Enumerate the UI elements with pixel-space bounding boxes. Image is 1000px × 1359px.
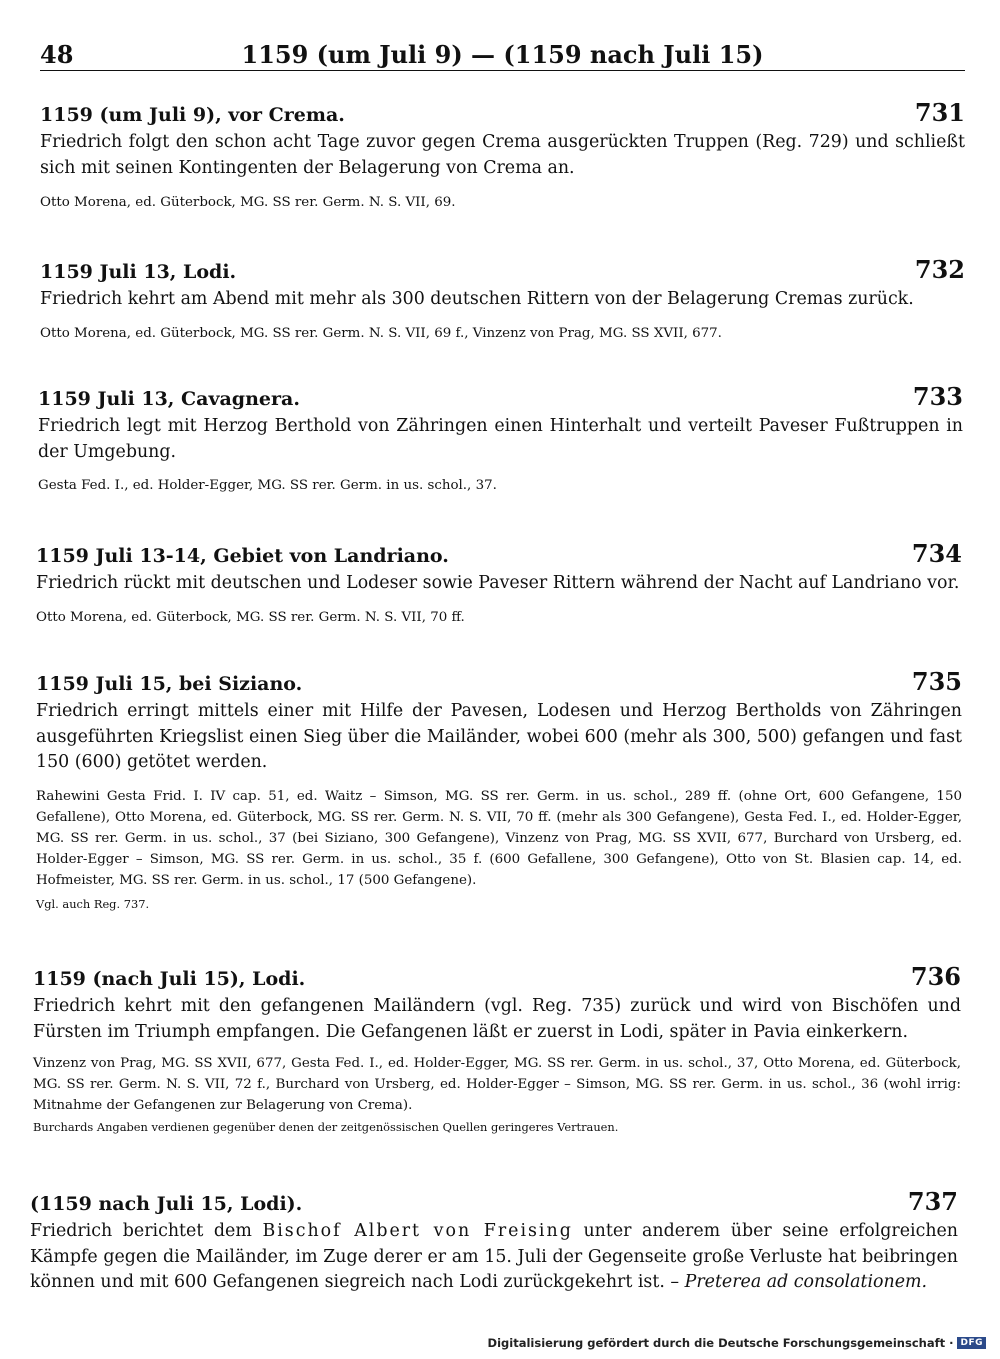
- regest-entry-735: [36, 667, 962, 913]
- entry-text-part: unter anderem über seine erfolgreichen Kämpfe gegen die Mailänder, im Zuge derer er am 15. Juli der Gegenseite große Verluste hat beibringen können und mit 600 Gefangenen siegreich nach Lodi zurückgekehrt ist. –: [30, 1221, 959, 1292]
- entry-number: 733: [912, 382, 963, 411]
- entry-note: Vgl. auch Reg. 737.: [36, 896, 150, 911]
- regest-entry-731: [40, 98, 965, 213]
- entry-number: 731: [914, 98, 965, 127]
- page-footer: [488, 1336, 986, 1350]
- page-header: [40, 40, 965, 71]
- entry-text: Friedrich folgt den schon acht Tage zuvor gegen Crema ausgerückten Truppen (Reg. 729) und schließt sich mit seinen Kontingenten der Belagerung von Crema an.: [40, 132, 965, 178]
- entry-text: Friedrich erringt mittels einer mit Hilfe der Pavesen, Lodesen und Herzog Bertholds von Zähringen ausgeführten Kriegslist einen Sieg über die Mailänder, wobei 600 (mehr als 300, 500) gefangen und fast 150 (600) getötet werden.: [36, 701, 962, 772]
- entry-date: 1159 Juli 13-14, Gebiet von Landriano.: [36, 545, 449, 567]
- entry-heading: [40, 255, 965, 284]
- recipient-name: Bischof Albert von Freising: [262, 1221, 573, 1241]
- entry-number: 735: [911, 667, 962, 696]
- dfg-logo-icon: DFG: [957, 1337, 986, 1349]
- entry-number: 737: [907, 1187, 958, 1216]
- page-number: 48: [40, 40, 74, 69]
- entry-sources: Vinzenz von Prag, MG. SS XVII, 677, Gesta Fed. I., ed. Holder-Egger, MG. SS rer. Germ. in us. schol., 37, Otto Morena, ed. Güterbock, MG. SS rer. Germ. N. S. VII, 72 f., Burchard von Ursberg, ed. Holder-Egger – Simson, MG. SS rer. Germ. in us. schol., 36 (wohl irrig: Mitnahme der Gefangenen zur Belagerung von Crema).: [33, 1056, 961, 1113]
- entry-text: [30, 1219, 958, 1296]
- entry-note: Burchards Angaben verdienen gegenüber denen der zeitgenössischen Quellen geringeres Vertrauen.: [33, 1120, 619, 1134]
- regest-entry-737: [30, 1187, 958, 1296]
- entry-text-part: Friedrich berichtet dem: [30, 1221, 252, 1241]
- entry-heading: [40, 98, 965, 127]
- entry-text: Friedrich rückt mit deutschen und Lodeser sowie Paveser Rittern während der Nacht auf Landriano vor.: [36, 573, 960, 593]
- regest-entry-732: [40, 255, 965, 344]
- entry-sources: Rahewini Gesta Frid. I. IV cap. 51, ed. Waitz – Simson, MG. SS rer. Germ. in us. schol., 289 ff. (ohne Ort, 600 Gefangene, 150 Gefallene), Otto Morena, ed. Güterbock, MG. SS rer. Germ. N. S. VII, 70 ff. (mehr als 300 Gefangene), Gesta Fed. I., ed. Holder-Egger, MG. SS rer. Germ. in us. schol., 37 (bei Siziano, 300 Gefangene), Vinzenz von Prag, MG. SS XVII, 677, Burchard von Ursberg, ed. Holder-Egger – Simson, MG. SS rer. Germ. in us. schol., 35 f. (600 Gefallene, 300 Gefangene), Otto von St. Blasien cap. 14, ed. Hofmeister, MG. SS rer. Germ. in us. schol., 17 (500 Gefangene).: [36, 788, 962, 888]
- regest-entry-733: [38, 382, 963, 496]
- incipit: Preterea ad consolationem.: [684, 1272, 928, 1292]
- entry-heading: [38, 382, 963, 411]
- regest-entry-736: [33, 962, 961, 1136]
- entry-text: Friedrich legt mit Herzog Berthold von Zähringen einen Hinterhalt und verteilt Paveser Fußtruppen in der Umgebung.: [38, 416, 963, 462]
- entry-sources: Otto Morena, ed. Güterbock, MG. SS rer. Germ. N. S. VII, 69.: [40, 195, 456, 210]
- entry-heading: [36, 539, 962, 568]
- entry-date: 1159 Juli 15, bei Siziano.: [36, 673, 303, 695]
- entry-heading: [33, 962, 961, 991]
- entry-date: (1159 nach Juli 15, Lodi).: [30, 1193, 303, 1215]
- footer-funding-text: Digitalisierung gefördert durch die Deutsche Forschungsgemeinschaft ·: [487, 1336, 954, 1350]
- entry-date: 1159 (um Juli 9), vor Crema.: [40, 104, 345, 126]
- entry-date: 1159 (nach Juli 15), Lodi.: [33, 968, 306, 990]
- entry-text: Friedrich kehrt am Abend mit mehr als 300 deutschen Rittern von der Belagerung Cremas zurück.: [40, 289, 914, 309]
- entry-sources: Otto Morena, ed. Güterbock, MG. SS rer. Germ. N. S. VII, 70 ff.: [36, 609, 465, 625]
- entry-number: 736: [910, 962, 961, 991]
- entry-date: 1159 Juli 13, Cavagnera.: [38, 388, 300, 410]
- entry-number: 732: [914, 255, 965, 284]
- entry-heading: [30, 1187, 958, 1216]
- entry-sources: Otto Morena, ed. Güterbock, MG. SS rer. Germ. N. S. VII, 69 f., Vinzenz von Prag, MG. SS XVII, 677.: [40, 325, 722, 341]
- entry-sources: Gesta Fed. I., ed. Holder-Egger, MG. SS rer. Germ. in us. schol., 37.: [38, 478, 497, 493]
- entry-heading: [36, 667, 962, 696]
- entry-date: 1159 Juli 13, Lodi.: [40, 261, 237, 283]
- running-title: 1159 (um Juli 9) — (1159 nach Juli 15): [241, 40, 764, 69]
- regest-entry-734: [36, 539, 962, 628]
- entry-text: Friedrich kehrt mit den gefangenen Mailändern (vgl. Reg. 735) zurück und wird von Bischöfen und Fürsten im Triumph empfangen. Die Gefangenen läßt er zuerst in Lodi, später in Pavia einkerkern.: [33, 996, 961, 1042]
- entry-number: 734: [911, 539, 962, 568]
